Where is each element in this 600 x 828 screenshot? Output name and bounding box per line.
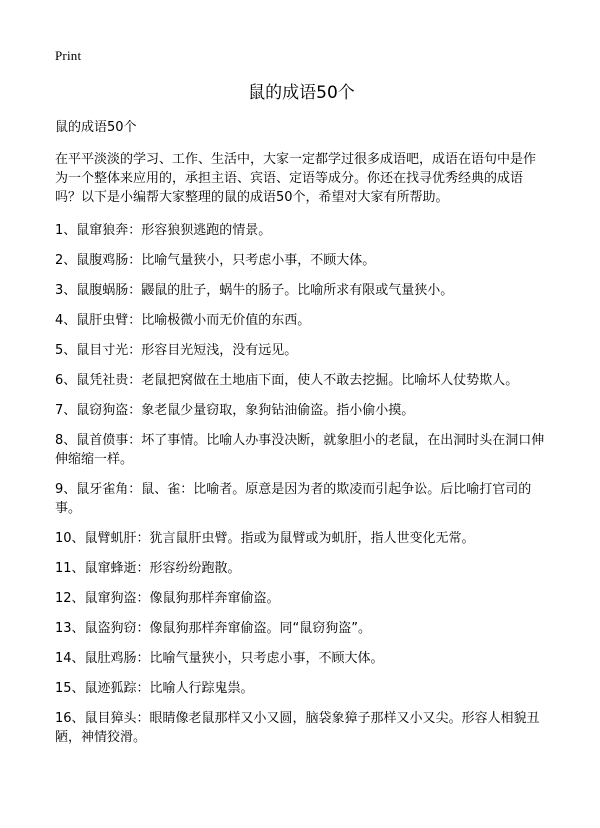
idiom-entry: 13、鼠盗狗窃：像鼠狗那样奔窜偷盗。同“鼠窃狗盗”。 <box>55 621 372 636</box>
idiom-entry: 2、鼠腹鸡肠：比喻气量狭小，只考虑小事，不顾大体。 <box>55 253 376 268</box>
idiom-entry: 8、鼠首偾事：坏了事情。比喻人办事没决断，就象胆小的老鼠，在出洞时头在洞口伸伸缩缩一样。 <box>55 433 545 467</box>
idiom-entry: 14、鼠肚鸡肠：比喻气量狭小，只考虑小事，不顾大体。 <box>55 651 384 666</box>
idiom-entry: 1、鼠窜狼奔：形容狼狈逃跑的情景。 <box>55 223 272 238</box>
idiom-entry: 5、鼠目寸光：形容目光短浅，没有远见。 <box>55 343 298 358</box>
document-subtitle: 鼠的成语50个 <box>55 120 137 135</box>
idiom-entry: 16、鼠目獐头：眼睛像老鼠那样又小又圆，脑袋象獐子那样又小又尖。形容人相貌丑陋，神情狡滑。 <box>55 711 540 745</box>
idiom-entry: 10、鼠臂虮肝：犹言鼠肝虫臂。指或为鼠臂或为虮肝，指人世变化无常。 <box>55 531 475 546</box>
idiom-entry: 6、鼠凭社贵：老鼠把窝做在土地庙下面，使人不敢去挖掘。比喻坏人仗势欺人。 <box>55 373 519 388</box>
idiom-entry: 4、鼠肝虫臂：比喻极微小而无价值的东西。 <box>55 313 311 328</box>
print-link[interactable]: Print <box>55 48 82 63</box>
idiom-list <box>55 221 548 747</box>
document-title: 鼠的成语50个 <box>248 83 355 103</box>
idiom-entry: 12、鼠窜狗盗：像鼠狗那样奔窜偷盗。 <box>55 591 280 606</box>
idiom-entry: 9、鼠牙雀角：鼠、雀：比喻者。原意是因为者的欺凌而引起争讼。后比喻打官司的事。 <box>55 482 532 516</box>
idiom-entry: 11、鼠窜蜂逝：形容纷纷跑散。 <box>55 561 241 576</box>
idiom-entry: 15、鼠迹狐踪：比喻人行踪鬼祟。 <box>55 681 254 696</box>
intro-paragraph: 在平平淡淡的学习、工作、生活中，大家一定都学过很多成语吧，成语在语句中是作为一个整体来应用的，承担主语、宾语、定语等成分。你还在找寻优秀经典的成语吗？以下是小编帮大家整理的鼠的成语50个，希望对大家有所帮助。 <box>55 152 537 205</box>
idiom-entry: 7、鼠窃狗盗：象老鼠少量窃取，象狗钻油偷盗。指小偷小摸。 <box>55 403 415 418</box>
idiom-entry: 3、鼠腹蜗肠：鼹鼠的肚子，蜗牛的肠子。比喻所求有限或气量狭小。 <box>55 283 454 298</box>
